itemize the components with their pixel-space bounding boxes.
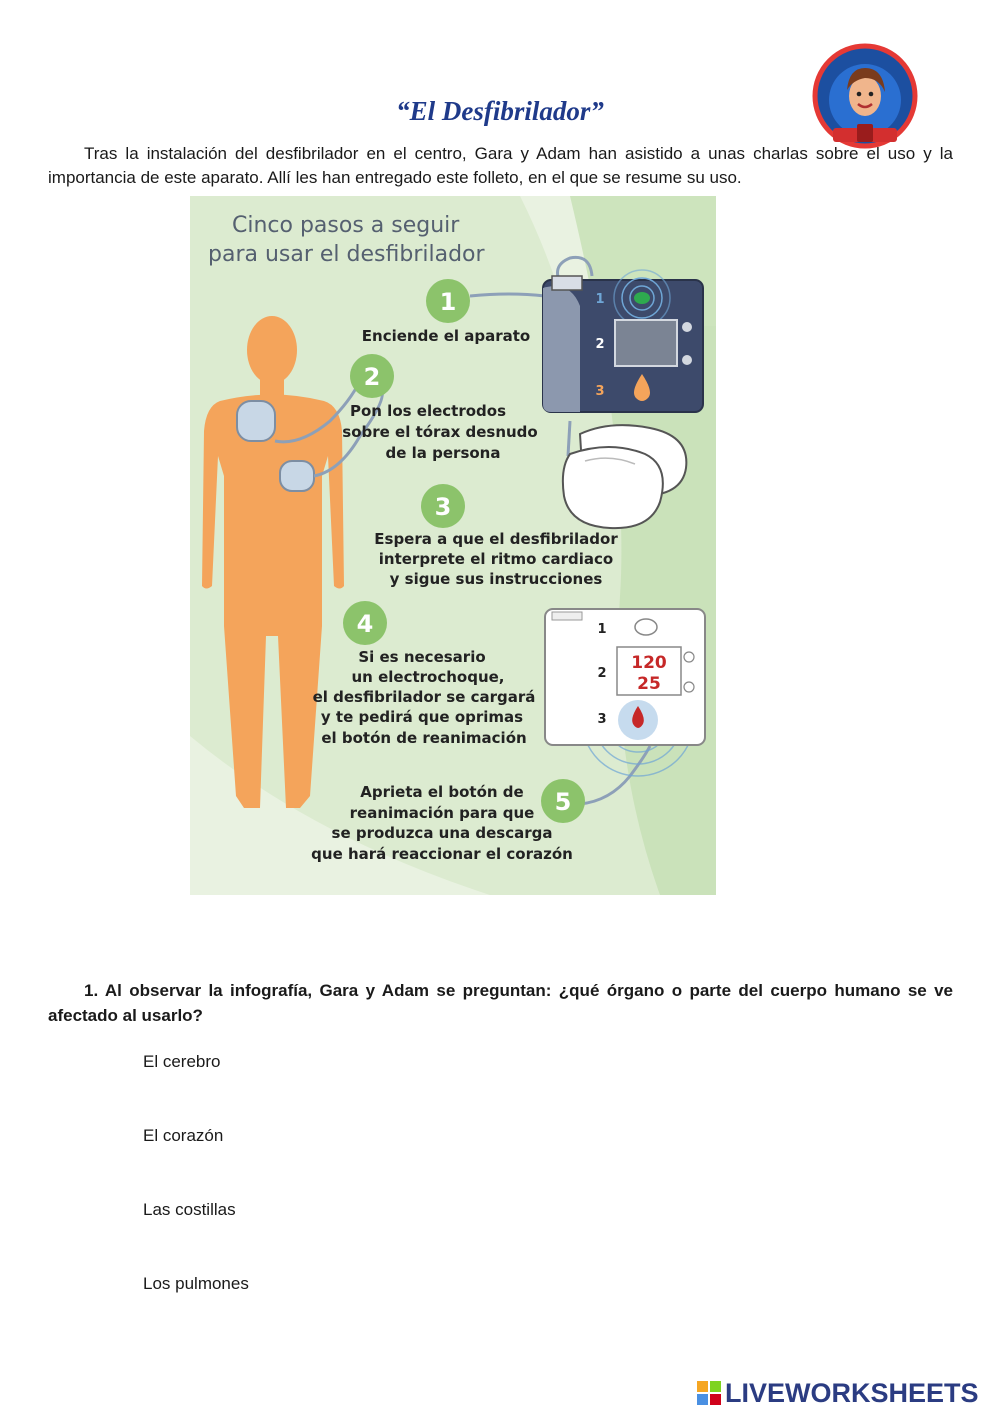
option-el-corazon[interactable]: El corazón: [143, 1126, 224, 1145]
step-2-circle: [350, 354, 394, 398]
step-5-line-3: se produzca una descarga: [331, 824, 553, 842]
step-2-line-3: de la persona: [385, 444, 501, 462]
svg-text:3: 3: [434, 493, 452, 521]
svg-text:1: 1: [597, 622, 607, 637]
svg-text:5: 5: [554, 788, 572, 816]
svg-text:120: 120: [631, 653, 667, 673]
step-2-line-2: sobre el tórax desnudo: [342, 423, 538, 441]
step-1-circle: [426, 279, 470, 323]
step-1-line-1: Enciende el aparato: [361, 327, 531, 345]
option-el-cerebro[interactable]: El cerebro: [143, 1052, 221, 1071]
svg-text:2: 2: [595, 337, 605, 352]
liveworksheets-brand: LIVEWORKSHEETS: [725, 1377, 979, 1408]
infographic-title-line2: para usar el desfibrilador: [208, 242, 485, 267]
step-4-circle: [343, 601, 387, 645]
option-las-costillas[interactable]: Las costillas: [143, 1200, 236, 1219]
step-4-line-3: el desfibrilador se cargará: [312, 688, 536, 706]
svg-text:3: 3: [595, 384, 605, 399]
option-los-pulmones[interactable]: Los pulmones: [143, 1274, 249, 1293]
svg-text:1: 1: [595, 292, 605, 307]
defibrillator-infographic: [190, 196, 716, 895]
power-button-icon: [634, 292, 650, 304]
svg-text:1: 1: [439, 288, 457, 316]
svg-text:2: 2: [363, 363, 381, 391]
document-title: “El Desfibrilador”: [396, 96, 604, 126]
step-2-line-1: Pon los electrodos: [349, 402, 507, 420]
infographic-title-line1: Cinco pasos a seguir: [232, 213, 460, 238]
step-5-line-2: reanimación para que: [349, 804, 535, 822]
step-5-line-4: que hará reaccionar el corazón: [311, 845, 573, 863]
step-4-line-2: un electrochoque,: [351, 668, 505, 686]
svg-text:2: 2: [597, 666, 607, 681]
step-3-line-1: Espera a que el desfibrilador: [374, 530, 618, 548]
step-4-line-5: el botón de reanimación: [321, 729, 527, 747]
svg-text:25: 25: [637, 674, 661, 694]
question-1: 1. Al observar la infografía, Gara y Adam se preguntan: ¿qué órgano o parte del cuerpo humano se ve afectado al usarlo?: [48, 981, 953, 1025]
step-3-line-2: interprete el ritmo cardiaco: [378, 550, 614, 568]
svg-text:3: 3: [597, 712, 607, 727]
step-4-line-1: Si es necesario: [358, 648, 486, 666]
answer-options: [143, 1050, 249, 1346]
intro-paragraph: Tras la instalación del desfibrilador en el centro, Gara y Adam han asistido a unas charlas sobre el uso y la importancia de este aparato. Allí les han entregado este folleto, en el que se resume su uso.: [48, 144, 953, 187]
step-3-circle: [421, 484, 465, 528]
step-5-line-1: Aprieta el botón de: [360, 783, 524, 801]
step-5-circle: [541, 779, 585, 823]
step-4-line-4: y te pedirá que oprimas: [320, 708, 524, 726]
tu-puedes-logo: [805, 38, 925, 150]
svg-text:4: 4: [356, 610, 374, 638]
step-3-line-3: y sigue sus instrucciones: [389, 570, 603, 588]
liveworksheets-logo-icon: [697, 1381, 721, 1405]
defibrillator-device-top: [543, 270, 703, 412]
liveworksheets-footer[interactable]: [697, 1376, 979, 1410]
